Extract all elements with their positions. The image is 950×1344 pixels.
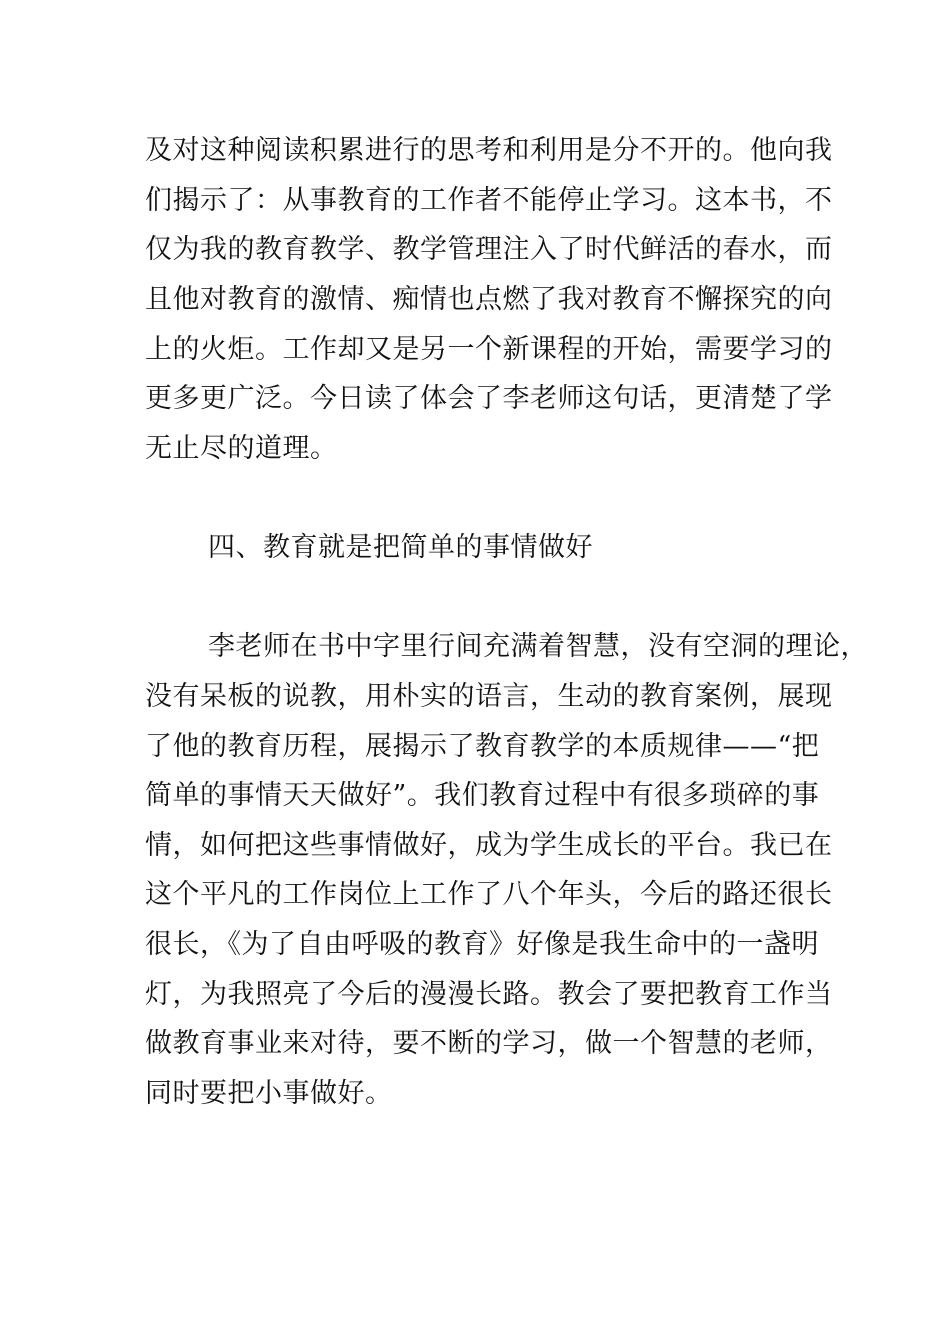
paragraph-1-line-5: 上的火炬。工作却又是另一个新课程的开始，需要学习的 (145, 334, 833, 365)
paragraph-2-line-8: 灯，为我照亮了今后的漫漫长路。教会了要把教育工作当 (145, 979, 833, 1010)
paragraph-2-line-6: 这个平凡的工作岗位上工作了八个年头，今后的路还很长 (145, 879, 833, 910)
paragraph-2-line-7: 很长，《为了自由呼吸的教育》好像是我生命中的一盏明 (145, 929, 819, 960)
paragraph-1-line-7: 无止尽的道理。 (145, 433, 338, 464)
paragraph-1-line-6: 更多更广泛。今日读了体会了李老师这句话，更清楚了学 (145, 383, 833, 414)
paragraph-2-line-3: 了他的教育历程，展揭示了教育教学的本质规律——“把 (145, 731, 820, 762)
paragraph-2-line-5: 情，如何把这些事情做好，成为学生成长的平台。我已在 (145, 830, 833, 861)
paragraph-1-line-3: 仅为我的教育教学、教学管理注入了时代鲜活的春水，而 (145, 234, 833, 265)
paragraph-1-line-2: 们揭示了：从事教育的工作者不能停止学习。这本书，不 (145, 185, 833, 216)
paragraph-2-line-1: 李老师在书中字里行间充满着智慧，没有空洞的理论， (208, 631, 868, 662)
section-heading: 四、教育就是把简单的事情做好 (208, 532, 593, 563)
paragraph-2-line-10: 同时要把小事做好。 (145, 1078, 393, 1109)
paragraph-1-line-1: 及对这种阅读积累进行的思考和利用是分不开的。他向我 (145, 135, 833, 166)
paragraph-2-line-4: 简单的事情天天做好”。我们教育过程中有很多琐碎的事 (145, 780, 820, 811)
paragraph-2-line-9: 做教育事业来对待，要不断的学习，做一个智慧的老师， (145, 1028, 833, 1059)
paragraph-2-line-2: 没有呆板的说教，用朴实的语言，生动的教育案例，展现 (145, 681, 833, 712)
paragraph-1-line-4: 且他对教育的激情、痴情也点燃了我对教育不懈探究的向 (145, 284, 833, 315)
